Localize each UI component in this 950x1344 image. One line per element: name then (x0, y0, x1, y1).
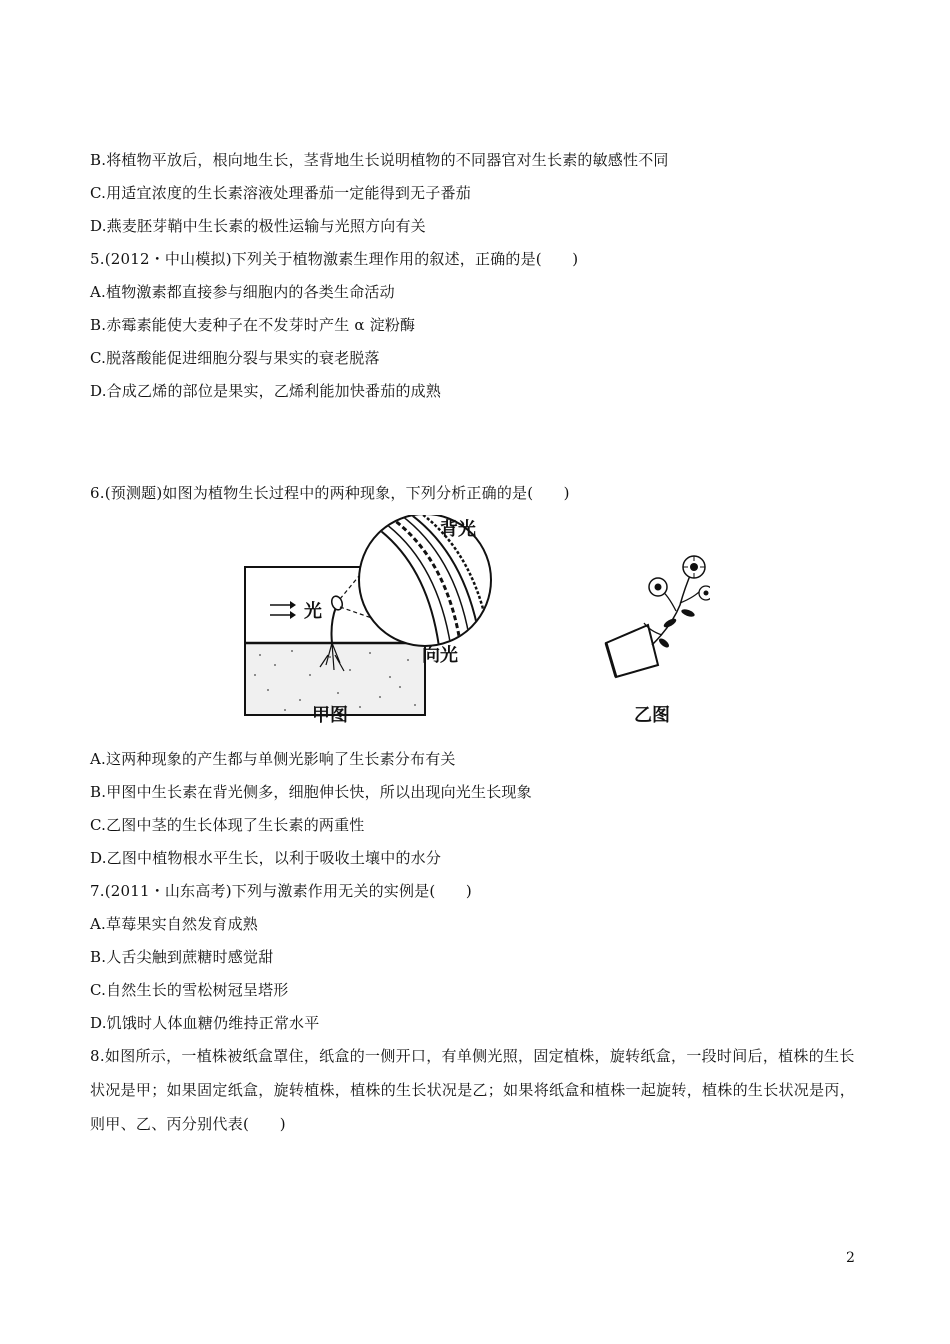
question-6: 6.(预测题)如图为植物生长过程中的两种现象，下列分析正确的是( ) (90, 484, 570, 502)
figure-b-plant (606, 556, 710, 677)
plant-figure (240, 515, 710, 730)
question-5: 5.(2012・中山模拟)下列关于植物激素生理作用的叙述，正确的是( ) (90, 250, 579, 268)
option-4b: B.将植物平放后，根向地生长，茎背地生长说明植物的不同器官对生长素的敏感性不同 (90, 151, 669, 169)
option-6d: D.乙图中植物根水平生长，以利于吸收土壤中的水分 (90, 849, 442, 867)
question-7: 7.(2011・山东高考)下列与激素作用无关的实例是( ) (90, 882, 472, 900)
page-number: 2 (846, 1250, 855, 1266)
option-5a: A.植物激素都直接参与细胞内的各类生命活动 (90, 283, 395, 301)
option-5b: B.赤霉素能使大麦种子在不发芽时产生 α 淀粉酶 (90, 316, 416, 334)
option-6c: C.乙图中茎的生长体现了生长素的两重性 (90, 816, 365, 834)
option-7c: C.自然生长的雪松树冠呈塔形 (90, 981, 289, 999)
option-7b: B.人舌尖触到蔗糖时感觉甜 (90, 948, 274, 966)
option-4d: D.燕麦胚芽鞘中生长素的极性运输与光照方向有关 (90, 217, 426, 235)
option-5d: D.合成乙烯的部位是果实，乙烯利能加快番茄的成熟 (90, 382, 442, 400)
option-6a: A.这两种现象的产生都与单侧光影响了生长素分布有关 (90, 750, 456, 768)
option-5c: C.脱落酸能促进细胞分裂与果实的衰老脱落 (90, 349, 380, 367)
option-6b: B.甲图中生长素在背光侧多，细胞伸长快，所以出现向光生长现象 (90, 783, 532, 801)
option-7d: D.饥饿时人体血糖仍维持正常水平 (90, 1014, 320, 1032)
light-label: 光 (304, 601, 322, 621)
toward-light-label: 向光 (422, 645, 458, 665)
option-7a: A.草莓果实自然发育成熟 (90, 915, 259, 933)
figure-drawing (240, 515, 710, 730)
caption-figure-a: 甲图 (312, 705, 348, 726)
question-8: 8.如图所示，一植株被纸盒罩住，纸盒的一侧开口，有单侧光照，固定植株，旋转纸盒，一段时间后，植株的生长状况是甲；如果固定纸盒，旋转植株，植株的生长状况是乙；如果将纸盒和植株一起旋转，植株的生长状况是丙，则甲、乙、丙分别代表( ) (90, 1047, 856, 1133)
caption-figure-b: 乙图 (634, 705, 670, 726)
option-4c: C.用适宜浓度的生长素溶液处理番茄一定能得到无子番茄 (90, 184, 471, 202)
back-light-label: 背光 (440, 519, 476, 539)
